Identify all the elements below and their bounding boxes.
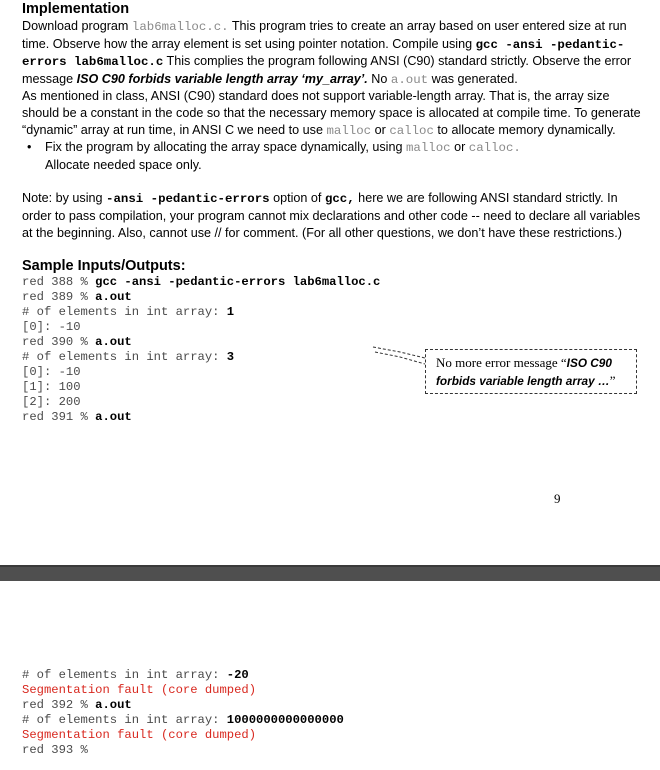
malloc-code: malloc xyxy=(405,141,451,156)
prompt: red 388 % xyxy=(22,275,96,290)
input-value: 3 xyxy=(226,350,235,365)
malloc-code: malloc xyxy=(326,123,372,138)
text: was generated. xyxy=(428,71,518,86)
calloc-code: calloc. xyxy=(468,141,521,156)
callout-box xyxy=(425,349,637,394)
input-value: -20 xyxy=(226,668,249,682)
text: or xyxy=(450,140,469,155)
text: Allocate needed space only. xyxy=(45,157,202,172)
text: to allocate memory dynamically. xyxy=(433,122,616,137)
command: a.out xyxy=(95,290,132,305)
text: Fix the program by allocating the array space dynamically, using xyxy=(45,140,406,155)
prompt: red 393 % xyxy=(22,743,88,757)
input-value: 1000000000000000 xyxy=(226,713,344,727)
output: # of elements in int array: xyxy=(22,350,227,365)
calloc-code: calloc xyxy=(389,123,434,138)
input-value: 1 xyxy=(226,305,235,320)
compile-command: gcc -ansi -pedantic-errors lab6malloc.c xyxy=(22,37,625,70)
prompt: red 389 % xyxy=(22,290,96,305)
command: a.out xyxy=(95,410,132,425)
prompt: red 390 % xyxy=(22,335,96,350)
text: Note: by using xyxy=(22,191,107,206)
page-number: 9 xyxy=(554,491,561,506)
paragraph-ansi xyxy=(22,88,642,139)
output: [0]: -10 xyxy=(22,365,81,380)
text: option of xyxy=(269,191,325,206)
error-output: Segmentation fault (core dumped) xyxy=(22,728,257,742)
error-message: ISO C90 forbids variable length array ‘my_array’. xyxy=(76,71,368,86)
output: [0]: -10 xyxy=(22,320,81,335)
gcc-code: gcc, xyxy=(324,192,355,207)
text: Download program xyxy=(22,19,132,33)
callout-emphasis: ISO C90 xyxy=(566,356,612,370)
command: a.out xyxy=(95,335,132,350)
text: This complies the program following ANSI (C90) standard strictly. Observe the error message xyxy=(22,54,632,86)
bullet-item xyxy=(22,139,642,173)
section-heading: Implementation xyxy=(22,1,130,17)
text: No xyxy=(367,71,391,86)
error-output: Segmentation fault (core dumped) xyxy=(22,683,257,697)
text: ” xyxy=(609,373,616,388)
text: As mentioned in class, ANSI (C90) standard does not support variable-length array. That is, the array size should be a constant in the code so that the necessary memory space is allocated at compile time. To generate “dynamic” array at run time, in ANSI C we need to use xyxy=(22,89,641,137)
page-divider xyxy=(0,565,660,581)
output: [2]: 200 xyxy=(22,395,81,410)
paragraph-download xyxy=(22,18,642,88)
option-code: -ansi -pedantic-errors xyxy=(106,192,270,207)
output: # of elements in int array: xyxy=(22,668,227,682)
command: a.out xyxy=(95,698,132,712)
paragraph-note xyxy=(22,190,642,241)
callout-emphasis: forbids variable length array … xyxy=(436,374,610,388)
bullet-icon: • xyxy=(27,140,32,155)
text: here we are following ANSI standard strictly. In order to pass compilation, your program cannot mix declarations and other code -- need to declare all variables at the beginning. Also, cannot use // for comment. (For all other questions, we don’t have these restrictions.) xyxy=(22,191,641,240)
output: [1]: 100 xyxy=(22,380,81,395)
output: # of elements in int array: xyxy=(22,713,227,727)
aout-code: a.out xyxy=(390,72,429,87)
text: or xyxy=(371,122,390,137)
command: gcc -ansi -pedantic-errors lab6malloc.c xyxy=(95,275,381,290)
text: No more error message “ xyxy=(436,355,567,370)
terminal-output-2 xyxy=(22,668,344,758)
output: # of elements in int array: xyxy=(22,305,227,320)
text: This program tries to create an array based on user entered size at run time. Observe how the array element is set using pointer notation. Compile using xyxy=(22,19,627,51)
sample-heading: Sample Inputs/Outputs: xyxy=(22,258,186,275)
prompt: red 391 % xyxy=(22,410,96,425)
prompt: red 392 % xyxy=(22,698,96,712)
filename: lab6malloc.c. xyxy=(131,20,229,34)
